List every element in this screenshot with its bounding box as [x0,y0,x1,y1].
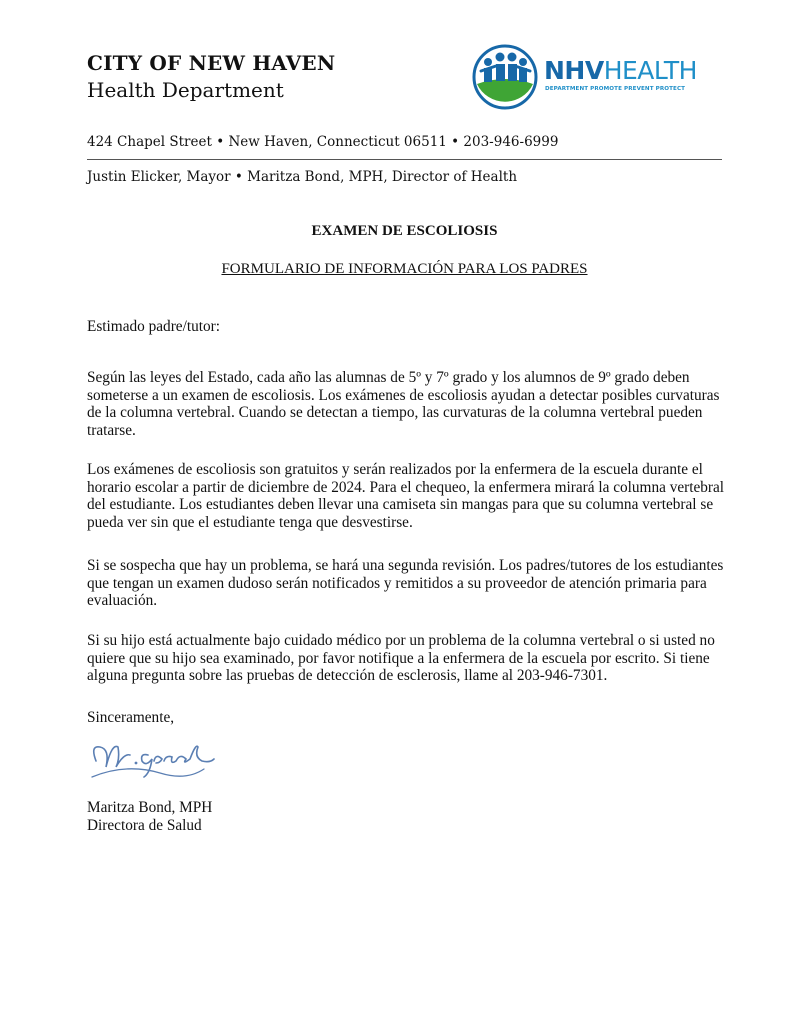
logo-health: HEALTH [603,56,697,85]
signer-title: Directora de Salud [87,817,202,834]
paragraph-follow-up: Si se sospecha que hay un problema, se hará una segunda revisión. Los padres/tutores de los estudiantes que tengan un examen dudoso serán notificados y remitidos a su proveedor de atención primaria para evaluación. [87,557,724,610]
document-subtitle: FORMULARIO DE INFORMACIÓN PARA LOS PADRES [221,261,588,277]
document-title: EXAMEN DE ESCOLIOSIS [311,223,498,239]
header-divider [87,159,722,160]
logo-emblem-icon [472,44,538,110]
paragraph-state-law: Según las leyes del Estado, cada año las alumnas de 5º y 7º grado y los alumnos de 9º grado deben someterse a un examen de escoliosis. Los exámenes de escoliosis ayudan a detectar posibles curvaturas de la columna vertebral. Cuando se detectan a tiempo, las curvaturas de la columna vertebral pueden tratarse. [87,369,720,439]
signature-image [86,733,226,791]
address-line: 424 Chapel Street • New Haven, Connecticut 06511 • 203-946-6999 [87,134,559,150]
nhv-health-logo [472,42,732,112]
city-name: CITY OF NEW HAVEN [87,51,336,75]
department-name: Health Department [87,78,284,102]
closing: Sinceramente, [87,709,175,726]
salutation: Estimado padre/tutor: [87,318,220,335]
logo-wordmark [544,56,697,86]
signer-name: Maritza Bond, MPH [87,799,213,816]
logo-tagline: DEPARTMENT PROMOTE PREVENT PROTECT [545,86,686,92]
paragraph-opt-out: Si su hijo está actualmente bajo cuidado médico por un problema de la columna vertebral o si usted no quiere que su hijo sea examinado, por favor notifique a la enfermera de la escuela por escrito. Si tiene alguna pregunta sobre las pruebas de detección de esclerosis, llame al 203-946-7301. [87,632,715,685]
letterhead [87,50,335,104]
logo-nhv: NHV [544,56,604,85]
officials-line: Justin Elicker, Mayor • Maritza Bond, MPH, Director of Health [87,169,518,185]
paragraph-exam-details: Los exámenes de escoliosis son gratuitos y serán realizados por la enfermera de la escuela durante el horario escolar a partir de diciembre de 2024. Para el chequeo, la enfermera mirará la columna vertebral del estudiante. Los estudiantes deben llevar una camiseta sin mangas para que su columna vertebral se pueda ver sin que el estudiante tenga que desvestirse. [87,461,725,531]
